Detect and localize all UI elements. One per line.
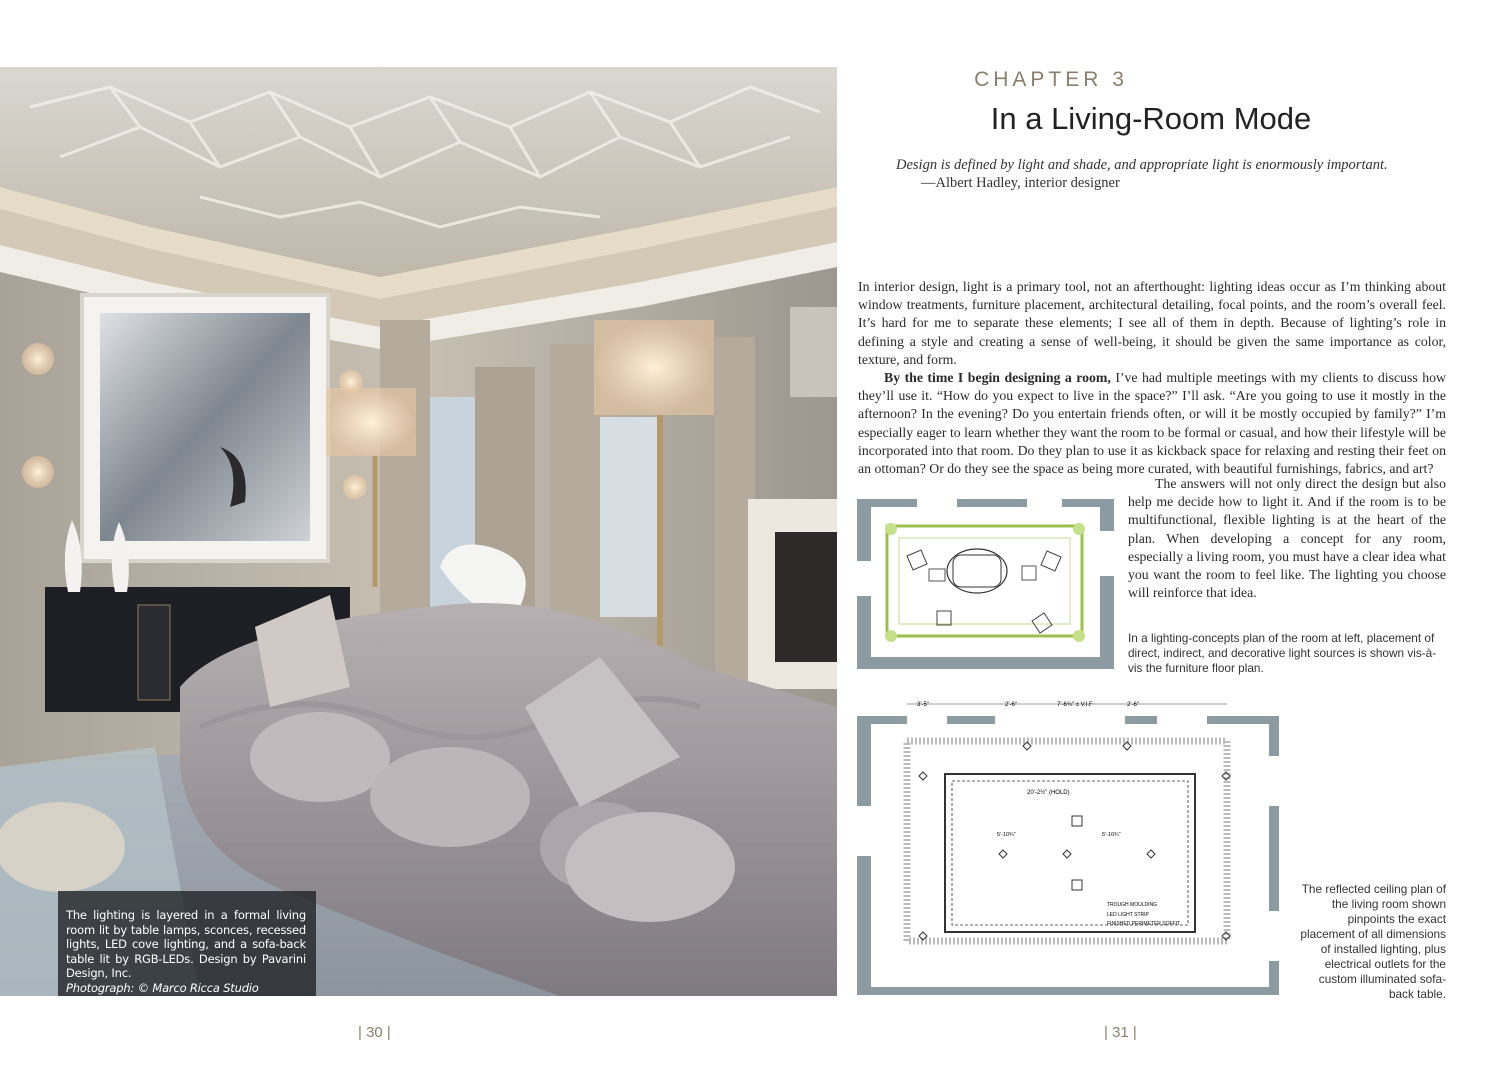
reflected-ceiling-plan xyxy=(857,696,1279,995)
chapter-label: CHAPTER 3 xyxy=(974,68,1128,91)
span-label: 20'-2½" (HOLD) xyxy=(1027,790,1070,796)
paragraph-2-text: I’ve had multiple meetings with my clients to discuss how they’ll use it. “How do you expect to live in the space?” I’ll ask. “Are you going to use it mostly in the afternoon? In the evening? Do you entertain friends often, or will it be mostly occupied by family?” I’m especially eager to learn whether they want the room to be formal or casual, and how their lifestyle will be incorporated into that room. Do they plan to use it as kickback space for relaxing and resting their feet on an ottoman? Or do they see the space as being more curated, with beautiful furnishings, fabrics, and art? xyxy=(858,370,1446,477)
paragraph-2 xyxy=(858,369,1446,478)
body-text xyxy=(858,278,1446,478)
paragraph-2-lead: By the time I begin designing a room, xyxy=(884,370,1111,386)
soffit-label: FINISHED PERIMETER SOFFIT xyxy=(1107,921,1181,927)
page-number-right: | 31 | xyxy=(1104,1024,1137,1041)
photo-caption xyxy=(58,891,316,996)
plan2-caption: The reflected ceiling plan of the living room shown pinpoints the exact placement of all dimensions of installed lighting, plus electrical outlets for the custom illuminated sofa-back table. xyxy=(1300,882,1446,1001)
offset-right-label: 5'-10¾" xyxy=(1102,832,1121,838)
living-room-photo xyxy=(0,67,837,996)
dim-label-c: 7'-6¾" ± V.I.F xyxy=(1057,702,1093,708)
lighting-concepts-plan xyxy=(857,491,1114,669)
epigraph-quote: Design is defined by light and shade, and appropriate light is enormously important. xyxy=(896,157,1388,173)
dim-label-b: 2'-6" xyxy=(1005,702,1017,708)
photo-caption-text: The lighting is layered in a formal living room lit by table lamps, sconces, recessed lights, LED cove lighting, and a sofa-back table lit by RGB-LEDs. Design by Pavarini Design, Inc. xyxy=(66,908,306,980)
dim-label-a: 3'-5" xyxy=(917,702,929,708)
offset-left-label: 5'-10¾" xyxy=(997,832,1016,838)
epigraph-attribution: —Albert Hadley, interior designer xyxy=(921,175,1120,191)
trough-label: TROUGH MOULDING xyxy=(1107,902,1157,908)
page-number-left: | 30 | xyxy=(358,1024,391,1041)
led-label: LED LIGHT STRIP xyxy=(1107,912,1149,918)
plan1-caption: In a lighting-concepts plan of the room at left, placement of direct, indirect, and decorative light sources is shown vis-à-vis the furniture floor plan. xyxy=(1128,631,1437,675)
photo-credit: Photograph: © Marco Ricca Studio xyxy=(66,980,259,995)
paragraph-3: The answers will not only direct the design but also help me decide how to light it. And if the room is to be multifunctional, flexible lighting is at the heart of the plan. When developing a concept for any room, especially a living room, you must have a clear idea what you want the room to feel like. The lighting you choose will reinforce that idea. xyxy=(1128,476,1446,601)
chapter-title: In a Living-Room Mode xyxy=(990,101,1312,136)
paragraph-1: In interior design, light is a primary tool, not an afterthought: lighting ideas occur as I’m thinking about window treatments, furniture placement, architectural detailing, focal points, and the room’s overall feel. It’s hard for me to separate these elements; I see all of them in depth. Because of lighting’s role in defining a style and creating a sense of well-being, it should be given the same importance as color, texture, and form. xyxy=(858,279,1446,367)
dim-label-d: 2'-6" xyxy=(1127,702,1139,708)
